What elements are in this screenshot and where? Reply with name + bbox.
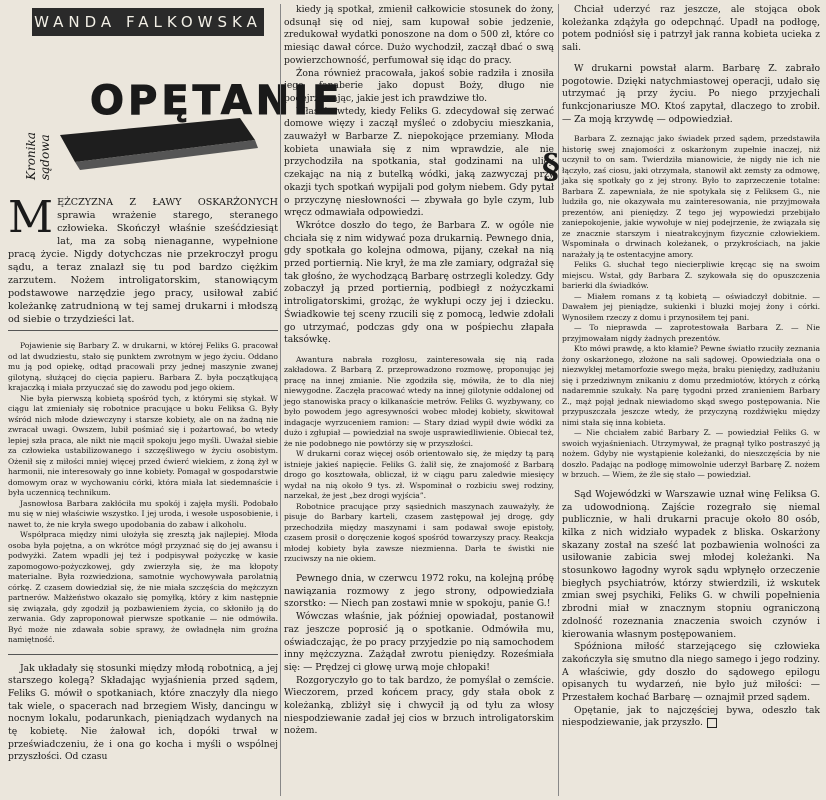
body-paragraph: Kto mówi prawdę, a kto kłamie? Pewne światło rzuciły zeznania żony oskarżonego, złożone na sali sądowej. Opowiedziała ona o niezwykłej metamorfozie swego męża, braku pieniędzy, zadłużaniu się i przedziwnym znikaniu z domu przedmiotów, których z córką nadaremnie szukały. Na parę tygodni przed zranieniem Barbary Z., mąż pojął jednak niewiadomo skąd swego postępowania. Nie przypuszczała jeszcze wtedy, że przyczyną rozdźwięku między nimi stała się inna kobieta. — [562, 344, 820, 427]
lead-text: ĘŻCZYZNA Z ŁAWY OSKARŻONYCH sprawia wrażenie starego, steranego człowieka. Skończył właśnie sześćdziesiąt lat, ma za sobą nienaganne, wypełnione pracą życie. Nigdy dotychczas nie przekroczył progu sądu, a teraz znalazł się tu pod bardzo ciężkim zarzutem. Nożem introligatorskim, stanowiącym podstawowe narzędzie jego pracy, usiłował zabić koleżankę zatrudnioną w tej samej drukarni i młodszą od siebie o trzydzieści lat. — [8, 197, 278, 325]
body-paragraph: W drukarni powstał alarm. Barbarę Z. zabrało pogotowie. Dzięki natychmiastowej operacji, udało się utrzymać ją przy życiu. Po niego przyjechali funkcjonariusze MO. Ktoś zapytał, dlaczego to zrobił. — Za moją krzywdę — odpowiedział. — [562, 62, 820, 125]
body-paragraph: W drukarni coraz więcej osób orientowało się, że między tą parą istnieje jakieś napięcie. Feliks G. żalił się, że znajomość z Barbarą drogo go kosztowała, obliczał, iż w ciągu paru zaledwie miesięcy wydał na nią około 9 tys. zł. Wspominał o rozbiciu swej rodziny, narzekał, że jest „bez drogi wyjścia”. — [284, 449, 554, 501]
body-paragraph: — Nie chciałem zabić Barbary Z. — powiedział Feliks G. w swoich wyjaśnieniach. Utrzymywał, że pragnął tylko postraszyć ją nożem. Gdyby nie wystąpienie koleżanki, do nieszczęścia by nie doszło. Padając na podłogę mimowolnie uderzył Barbarę Z. nożem w brzuch. — Wiem, że źle się stało — powiedział. — [562, 428, 820, 480]
body-paragraph: — To nieprawda — zaprotestowała Barbara Z. — Nie przyjmowałam nigdy żadnych prezentów. — [562, 323, 820, 343]
body-paragraph: Chciał uderzyć raz jeszcze, ale stojąca obok koleżanka zdążyła go odepchnąć. Upadł na podłogę, potem podniósł się i patrzył jak ranna kobieta ucieka z sali. — [562, 4, 820, 54]
body-paragraph: Wkrótce doszło do tego, że Barbara Z. w ogóle nie chciała się z nim widywać poza drukarnią. Pewnego dnia, gdy spotkała go kolejna odmowa, pijany, czekał na nią przed portiernią. Nie krył, że ma złe zamiary, odgrażał się tak głośno, że wychodzącą Barbarę ostrzegli koledzy. Gdy zobaczył ją przed portiernią, podbiegł z nożyczkami introligatorskimi, grożąc, że wykłupi oczy jej i dziecku. Świadkowie tej sceny rzucili się z pomocą, ledwie zdołali go utrzymać, podczas gdy ona w pośpiechu złapała taksówkę. — [284, 219, 554, 346]
body-paragraph: — Miałem romans z tą kobietą — oświadczył dobitnie. — Dawałem jej pieniądze, sukienki i bluzki mojej żony i córki. Wynosiłem rzeczy z domu i przynosiłem tej pani. — [562, 291, 820, 322]
body-paragraph: Współpraca między nimi ułożyła się zresztą jak najlepiej. Młoda osoba była pojętna, a on wkrótce mógł przyznać się do jej awansu i podwyżki. Zatem wpadli jej też i podpisywał pożyczkę w kasie zapomogowo-pożyczkowej, gdy zwierzyła się, że ma kłopoty materialne. Była rozwiedziona, samotnie wychowywała parolatnią córkę. Z czasem dowiedział się, że nie miała szczęścia do mężczyzn partnerów. Małżeństwo okazało się pomyłką, który z kim następnie się związała, gdy zgodził ją pozbawieniem życia, co skłoniło ją do zerwania. Gdy zaproponował pierwsze spotkanie — nie odmówiła. Być może nie zdawała sobie sprawy, że owładnęła nim groźna namiętność. — [8, 530, 278, 644]
column-divider-2 — [558, 4, 559, 796]
body-paragraph: Jasnowłosa Barbara zakłóciła mu spokój i zajęła myśli. Podobało mu się w niej właściwie wszystko. I jej uroda, i wesołe usposobienie, i nawet to, że nie kryła swego upodobania do zabaw i alkoholu. — [8, 498, 278, 529]
body-paragraph: Barbara Z. zeznając jako świadek przed sądem, przedstawiła historię swej znajomości z oskarżonym zupełnie inaczej, niż uczynił to on sam. Twierdziła mianowicie, że nigdy nie ich nie łączyło, zaś ciosu, jaki otrzymała, stanowił akt zemsty za odmowę, jaka się spotkały go z jej strony. Było to zaprzeczenie totalne: Barbara Z. zapewniała, że nie spotykała się z Feliksem G., nie ludziła go, nie okazywała mu zainteresowania, nie przyjmowała prezentów, ani pieniędzy. Z tego jej wypowiedzi przebijało zaniepokojenie, jakie wywołuje w niej podejrzenie, że związała się ze znacznie starszym i nieatrakcyjnym fizycznie człowiekiem. Wspominała o drwinach koleżanek, o przykrościach, na jakie narażały ją te ostentacyjne amory. — [562, 134, 820, 259]
section-rule — [8, 654, 278, 655]
author-banner — [32, 8, 264, 36]
body-paragraph: kiedy ją spotkał, zmienił całkowicie stosunek do żony, odsunął się od niej, sam kupował sobie jedzenie, zredukował wydatki ponoszone na dom o 500 zł, które co miesiąc dawał córce. Dużo wychodził, zaczął dbać o swą powierzchowność, perfumował się idąc do pracy. — [284, 4, 554, 66]
body-paragraph: Nie była pierwszą kobietą spośród tych, z którymi się stykał. W ciągu lat zmieniały się robotnice pracujące u boku Feliksa G. Były wśród nich młode dziewczyny i starsze kobiety, ale on na żadną nie zwracał uwagi. Owszem, lubił pośmiać się i pożartować, bo wtedy lepiej szła praca, ale nikt nie mącił spokoju jego myśli. Uważał siebie za człowieka ustabilizowanego i szczęśliwego w życiu osobistym. Ożenił się z miłości mniej więcej przed ćwierć wiekiem, z żoną żył w harmonii, nie interesowały go inne kobiety. Pomagał w gospodarstwie domowym oraz w wychowaniu córki, która miała lat siedemnaście i była uczennicą technikum. — [8, 393, 278, 497]
paragraph-symbol-icon: § — [542, 147, 560, 187]
body-paragraph: Robotnice pracujące przy sąsiednich maszynach zauważyły, że pisuje do Barbary karteli, czasem zastępował jej drogę, gdy przechodziła między maszynami i sam podawał swoje epistoły, czasem prosił o doręczenie kogoś spośród towarzyszy pracy. Reakcja młodej kobiety była zawsze niezmienna. Darła te świstki nie rzuciwszy na nie okiem. — [284, 501, 554, 564]
closing-text: Opętanie, jak to najczęściej bywa, odeszło tak niespodziewanie, jak przyszło. — [562, 704, 820, 729]
rubric-label: Kronika sądowa — [24, 132, 52, 180]
drop-cap: M — [8, 192, 54, 243]
body-paragraph: Rozgoryczyło go to tak bardzo, że pomyślał o zemście. Wieczorem, przed końcem pracy, gdy stała obok z koleżanką, zbliżył się i chwycił ją od tyłu za włosy niespodziewanie zadał jej cios w brzuch introligatorskim nożem. — [284, 674, 554, 737]
body-paragraph — [562, 705, 820, 730]
body-paragraph: Pewnego dnia, w czerwcu 1972 roku, na kolejną próbę nawiązania rozmowy z jego strony, odpowiedziała szorstko: — Niech pan zostawi mnie w spokoju, panie G.! — [284, 572, 554, 610]
body-paragraph: Wówczas właśnie, jak później opowiadał, postanowił raz jeszcze poprosić ją o spotkanie. Odmówiła mu, oświadczając, że po pracy przyjedzie po nią samochodem inny mężczyzna. Zażądał zwrotu pieniędzy. Roześmiała się: — Prędzej ci głowę urwą moje chłopaki! — [284, 611, 554, 673]
end-mark-icon — [707, 718, 717, 728]
column-1 — [8, 192, 278, 764]
author-name: WANDA FALKOWSKA — [34, 13, 262, 31]
column-3 — [562, 4, 820, 730]
body-paragraph: Spóźniona miłość starzejącego się człowieka zakończyła się smutno dla niego samego i jego rodziny. A właściwie, gdy doszło do sądowego epilogu opisanych tu wydarzeń, nie było już miłości: — Przestałem kochać Barbarę — oznajmił przed sądem. — [562, 641, 820, 704]
body-paragraph: Pojawienie się Barbary Z. w drukarni, w której Feliks G. pracował od lat dwudziestu, stało się punktem zwrotnym w jego życiu. Oddano mu ją pod opiekę, odtąd pracowali przy jednej maszynie zwanej gilotyną, służącej do cięcia papieru. Barbara Z. była początkującą krajaczką i miała przyuczać się do zawodu pod jego okiem. — [8, 341, 278, 392]
article-title: OPĘTANIE — [90, 78, 344, 124]
body-paragraph: Awantura nabrała rozgłosu, zainteresowała się nią rada zakładowa. Z Barbarą Z. przeprowadzono rozmowę, proponując jej pracę na innej zmianie. Nie zgodziła się, mówiła, że to dla niej niewygodne. Zaczęła pracować wtedy na innej gilotynie oddalonej od jego stanowiska pracy o kilkanaście metrów. Feliks G. wyzbywany, co było powodem jego agresywności wobec młodej kobiety, skwitował indagacje wyrzuceniem ramion: — Stary dziad wypił dwie wódki za dużo i zgłupiał — powiedział na swoje usprawiedliwienie. Obiecał też, że nie podobnego nie powtórzy się w przyszłości. — [284, 354, 554, 448]
body-paragraph: Feliks G. słuchał tego niecierpliwie kręcąc się na swoim miejscu. Wstał, gdy Barbara Z. szykowała się do opuszczenia barierki dla świadków. — [562, 260, 820, 291]
body-paragraph: Jak układały się stosunki między młodą robotnicą, a jej starszego kolegą? Składając wyjaśnienia przed sądem, Feliks G. mówił o spotkaniach, które znaczyły dla niego tak wiele, o spacerach nad brzegiem Wisły, dancingu w nocnym lokalu, podarunkach, pieniądzach wydanych na tę kobietę. Nie żałował ich, dopóki trwał w przeświadczeniu, że i ona go kocha i myśli o wspólnej przyszłości. Od czasu — [8, 662, 278, 763]
body-paragraph: Właśnie wtedy, kiedy Feliks G. zdecydował się zerwać domowe więzy i zaczął myśleć o zdobyciu mieszkania, zauważył w Barbarze Z. niepokojące przemiany. Młoda kobieta unawiała się z nim wprawdzie, ale nie przychodziła na spotkania, stał godzinami na ulicy czekając na nią z butelką wódki, jaką zazwyczaj przy okazji tych spotkań wypijali pod gołym niebem. Gdy pytał o przyczynę niesłowności — zbywała go byle czym, lub wręcz odmawiała odpowiedzi. — [284, 105, 554, 219]
body-paragraph: Sąd Wojewódzki w Warszawie uznał winę Feliksa G. za udowodnioną. Zajście rozegrało się niemal publicznie, w hali drukarni pracuje około 80 osób, kilka z nich widziało wypadek z bliska. Oskarżony skazany został na sześć lat pozbawienia wolności za usiłowanie zabicia swej młodej koleżanki. Na stosunkowo łagodny wyrok sądu wpłynęło orzeczenie biegłych psychiatrów, którzy stwierdzili, iż wskutek zmian swej psychiki, Feliks G. w chwili popełnienia zbrodni miał w znacznym stopniu ograniczoną zdolność rozeznania znaczenia swoich czynów i kierowania własnym postępowaniem. — [562, 488, 820, 640]
body-paragraph: Żona również pracowała, jakoś sobie radziła i znosiła jego fanaberie jako dopust Boży, długo nie podejrzewając, jakie jest ich prawdziwe tło. — [284, 67, 554, 104]
column-divider-1 — [280, 4, 281, 796]
lead-paragraph — [8, 192, 278, 326]
column-2 — [284, 4, 554, 738]
lead-rule — [8, 330, 278, 331]
